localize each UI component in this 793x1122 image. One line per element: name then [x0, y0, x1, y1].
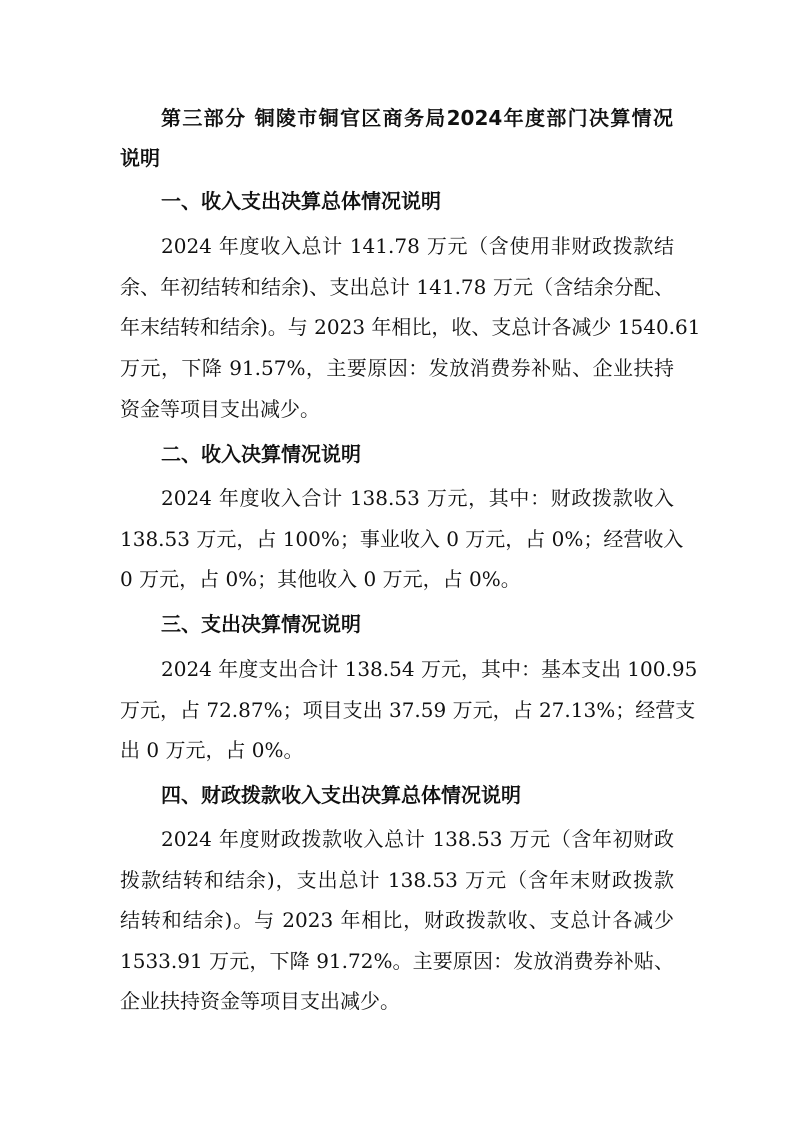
section-2-heading: 二、收入决算情况说明 [161, 442, 361, 466]
section-1-heading: 一、收入支出决算总体情况说明 [161, 189, 441, 213]
section-4-paragraph-line: 2024 年度财政拨款收入总计 138.53 万元（含年初财政 [161, 827, 674, 851]
section-1-paragraph-line: 年末结转和结余)。与 2023 年相比，收、支总计各减少 1540.61 [120, 315, 701, 339]
section-4-paragraph-line: 1533.91 万元，下降 91.72%。主要原因：发放消费券补贴、 [120, 949, 674, 973]
section-4-paragraph-line: 结转和结余)。与 2023 年相比，财政拨款收、支总计各减少 [120, 908, 674, 932]
section-3-paragraph-line: 出 0 万元，占 0%。 [120, 738, 304, 762]
section-1-paragraph-line: 2024 年度收入总计 141.78 万元（含使用非财政拨款结 [161, 234, 674, 258]
document-title-line-1: 第三部分 铜陵市铜官区商务局2024年度部门决算情况 [161, 106, 673, 130]
section-1-paragraph-line: 资金等项目支出减少。 [120, 397, 320, 421]
section-4-paragraph-line: 拨款结转和结余)，支出总计 138.53 万元（含年末财政拨款 [120, 868, 674, 892]
section-2-paragraph-line: 2024 年度收入合计 138.53 万元，其中：财政拨款收入 [161, 486, 674, 510]
section-3-paragraph-line: 万元，占 72.87%；项目支出 37.59 万元，占 27.13%；经营支 [120, 698, 696, 722]
section-2-paragraph-line: 138.53 万元，占 100%；事业收入 0 万元，占 0%；经营收入 [120, 527, 684, 551]
document-title-line-2: 说明 [120, 146, 160, 170]
section-4-heading: 四、财政拨款收入支出决算总体情况说明 [161, 783, 521, 807]
section-1-paragraph-line: 万元，下降 91.57%，主要原因：发放消费券补贴、企业扶持 [120, 356, 674, 380]
section-3-heading: 三、支出决算情况说明 [161, 612, 361, 636]
section-4-paragraph-line: 企业扶持资金等项目支出减少。 [120, 989, 400, 1013]
section-2-paragraph-line: 0 万元，占 0%；其他收入 0 万元，占 0%。 [120, 567, 521, 591]
section-3-paragraph-line: 2024 年度支出合计 138.54 万元，其中：基本支出 100.95 [161, 657, 698, 681]
section-1-paragraph-line: 余、年初结转和结余)、支出总计 141.78 万元（含结余分配、 [120, 275, 674, 299]
